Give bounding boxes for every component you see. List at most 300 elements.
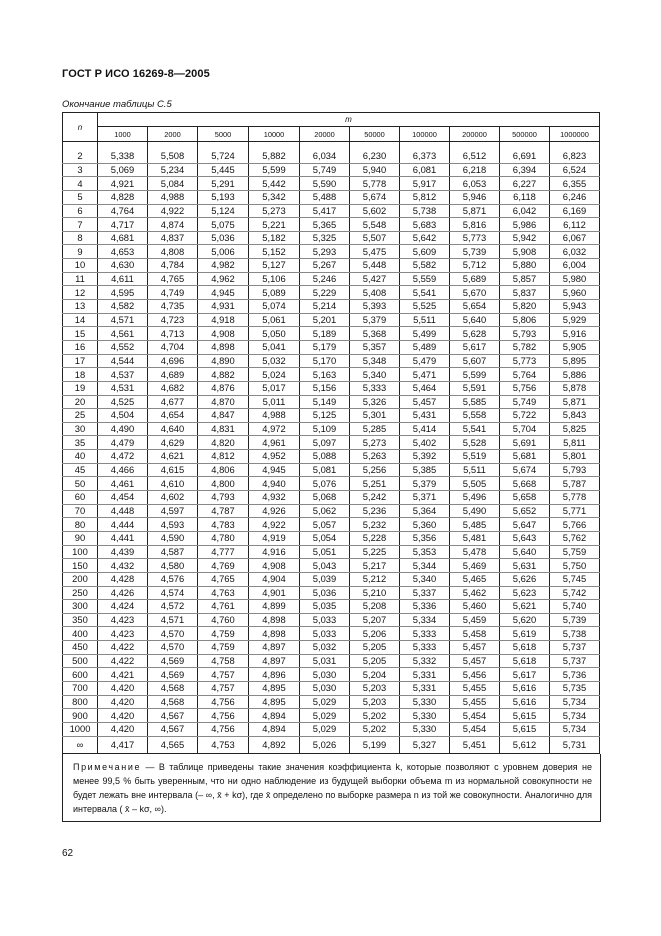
value-cell: 4,717 xyxy=(98,218,148,232)
row-n-cell: 900 xyxy=(63,709,98,723)
table-row xyxy=(63,395,600,409)
value-cell: 5,811 xyxy=(550,436,600,450)
value-cell: 5,036 xyxy=(198,231,249,245)
value-cell: 5,647 xyxy=(500,518,550,532)
value-cell: 5,273 xyxy=(249,204,300,218)
value-cell: 5,457 xyxy=(450,654,500,668)
value-cell: 5,182 xyxy=(249,231,300,245)
value-cell: 4,908 xyxy=(198,327,249,341)
value-cell: 5,960 xyxy=(550,286,600,300)
value-cell: 5,640 xyxy=(450,313,500,327)
value-cell: 5,202 xyxy=(350,709,400,723)
value-cell: 5,585 xyxy=(450,395,500,409)
table-row xyxy=(63,272,600,286)
value-cell: 4,940 xyxy=(249,477,300,491)
value-cell: 5,642 xyxy=(400,231,450,245)
column-header: 200000 xyxy=(450,127,500,142)
value-cell: 5,499 xyxy=(400,327,450,341)
value-cell: 5,878 xyxy=(550,381,600,395)
value-cell: 5,778 xyxy=(350,177,400,191)
value-cell: 5,475 xyxy=(350,245,400,259)
value-cell: 4,602 xyxy=(148,491,198,505)
table-row xyxy=(63,600,600,614)
value-cell: 5,029 xyxy=(300,722,350,736)
value-cell: 6,394 xyxy=(500,163,550,177)
value-cell: 5,929 xyxy=(550,313,600,327)
value-cell: 5,882 xyxy=(249,150,300,163)
value-cell: 5,464 xyxy=(400,381,450,395)
value-cell: 4,952 xyxy=(249,450,300,464)
value-cell: 5,460 xyxy=(450,600,500,614)
value-cell: 4,420 xyxy=(98,722,148,736)
value-cell: 4,653 xyxy=(98,245,148,259)
value-cell: 5,619 xyxy=(500,627,550,641)
table-row xyxy=(63,150,600,163)
value-cell: 4,806 xyxy=(198,463,249,477)
value-cell: 6,081 xyxy=(400,163,450,177)
value-cell: 5,602 xyxy=(350,204,400,218)
value-cell: 5,356 xyxy=(400,531,450,545)
value-cell: 5,591 xyxy=(450,381,500,395)
value-cell: 5,340 xyxy=(400,572,450,586)
value-cell: 5,496 xyxy=(450,491,500,505)
value-cell: 4,422 xyxy=(98,641,148,655)
value-cell: 5,745 xyxy=(550,572,600,586)
value-cell: 5,626 xyxy=(500,572,550,586)
value-cell: 5,734 xyxy=(550,722,600,736)
row-n-cell: 15 xyxy=(63,327,98,341)
value-cell: 5,946 xyxy=(450,190,500,204)
value-cell: 4,571 xyxy=(98,313,148,327)
value-cell: 4,582 xyxy=(98,300,148,314)
column-header: 100000 xyxy=(400,127,450,142)
row-n-cell: 35 xyxy=(63,436,98,450)
value-cell: 5,205 xyxy=(350,641,400,655)
value-cell: 4,800 xyxy=(198,477,249,491)
value-cell: 5,068 xyxy=(300,491,350,505)
value-cell: 5,127 xyxy=(249,259,300,273)
value-cell: 4,898 xyxy=(249,613,300,627)
value-cell: 5,333 xyxy=(400,641,450,655)
value-cell: 4,982 xyxy=(198,259,249,273)
value-cell: 4,918 xyxy=(198,313,249,327)
value-cell: 5,029 xyxy=(300,695,350,709)
value-cell: 5,843 xyxy=(550,409,600,423)
value-cell: 4,441 xyxy=(98,531,148,545)
value-cell: 5,599 xyxy=(249,163,300,177)
value-cell: 4,847 xyxy=(198,409,249,423)
value-cell: 5,806 xyxy=(500,313,550,327)
value-cell: 5,203 xyxy=(350,681,400,695)
value-cell: 5,152 xyxy=(249,245,300,259)
value-cell: 4,931 xyxy=(198,300,249,314)
value-cell: 5,739 xyxy=(450,245,500,259)
value-cell: 4,896 xyxy=(249,668,300,682)
value-cell: 5,031 xyxy=(300,654,350,668)
value-cell: 5,712 xyxy=(450,259,500,273)
value-cell: 5,205 xyxy=(350,654,400,668)
row-n-cell: 4 xyxy=(63,177,98,191)
value-cell: 6,032 xyxy=(550,245,600,259)
value-cell: 5,704 xyxy=(500,422,550,436)
table-row xyxy=(63,313,600,327)
value-cell: 4,723 xyxy=(148,313,198,327)
table-row xyxy=(63,450,600,464)
value-cell: 4,654 xyxy=(148,409,198,423)
table-row xyxy=(63,668,600,682)
value-cell: 5,033 xyxy=(300,613,350,627)
value-cell: 5,029 xyxy=(300,709,350,723)
table-row xyxy=(63,286,600,300)
value-cell: 4,420 xyxy=(98,695,148,709)
value-cell: 5,734 xyxy=(550,695,600,709)
value-cell: 5,368 xyxy=(350,327,400,341)
row-n-cell: 13 xyxy=(63,300,98,314)
value-cell: 5,739 xyxy=(550,613,600,627)
value-cell: 4,466 xyxy=(98,463,148,477)
value-cell: 5,737 xyxy=(550,654,600,668)
value-cell: 5,454 xyxy=(450,722,500,736)
value-cell: 5,908 xyxy=(500,245,550,259)
value-cell: 5,221 xyxy=(249,218,300,232)
value-cell: 5,344 xyxy=(400,559,450,573)
row-n-cell: 12 xyxy=(63,286,98,300)
value-cell: 4,894 xyxy=(249,722,300,736)
value-cell: 4,777 xyxy=(198,545,249,559)
table-row xyxy=(63,340,600,354)
value-cell: 5,471 xyxy=(400,368,450,382)
value-cell: 5,179 xyxy=(300,340,350,354)
value-cell: 4,922 xyxy=(249,518,300,532)
value-cell: 6,053 xyxy=(450,177,500,191)
value-cell: 5,189 xyxy=(300,327,350,341)
value-cell: 5,615 xyxy=(500,722,550,736)
value-cell: 4,757 xyxy=(198,668,249,682)
value-cell: 5,456 xyxy=(450,668,500,682)
value-cell: 4,765 xyxy=(148,272,198,286)
value-cell: 5,267 xyxy=(300,259,350,273)
value-cell: 4,758 xyxy=(198,654,249,668)
value-cell: 5,210 xyxy=(350,586,400,600)
column-header-row xyxy=(63,127,600,142)
value-cell: 5,011 xyxy=(249,395,300,409)
value-cell: 5,478 xyxy=(450,545,500,559)
value-cell: 4,713 xyxy=(148,327,198,341)
value-cell: 5,652 xyxy=(500,504,550,518)
value-cell: 5,674 xyxy=(350,190,400,204)
value-cell: 6,691 xyxy=(500,150,550,163)
value-cell: 5,612 xyxy=(500,736,550,753)
value-cell: 5,125 xyxy=(300,409,350,423)
table-row xyxy=(63,695,600,709)
value-cell: 5,109 xyxy=(300,422,350,436)
value-cell: 5,149 xyxy=(300,395,350,409)
value-cell: 5,801 xyxy=(550,450,600,464)
value-cell: 4,424 xyxy=(98,600,148,614)
table-row xyxy=(63,231,600,245)
row-n-cell: ∞ xyxy=(63,736,98,753)
table-row xyxy=(63,204,600,218)
value-cell: 5,689 xyxy=(450,272,500,286)
value-cell: 5,251 xyxy=(350,477,400,491)
value-cell: 5,427 xyxy=(350,272,400,286)
row-n-cell: 6 xyxy=(63,204,98,218)
value-cell: 5,214 xyxy=(300,300,350,314)
value-cell: 5,670 xyxy=(450,286,500,300)
value-cell: 4,504 xyxy=(98,409,148,423)
note-label: Примечание xyxy=(73,761,142,772)
value-cell: 4,769 xyxy=(198,559,249,573)
value-cell: 4,569 xyxy=(148,654,198,668)
value-cell: 4,615 xyxy=(148,463,198,477)
value-cell: 6,246 xyxy=(550,190,600,204)
value-cell: 6,227 xyxy=(500,177,550,191)
row-n-cell: 70 xyxy=(63,504,98,518)
value-cell: 5,365 xyxy=(300,218,350,232)
value-cell: 4,919 xyxy=(249,531,300,545)
column-header: 2000 xyxy=(148,127,198,142)
table-row xyxy=(63,422,600,436)
value-cell: 6,230 xyxy=(350,150,400,163)
value-cell: 4,681 xyxy=(98,231,148,245)
value-cell: 4,439 xyxy=(98,545,148,559)
value-cell: 5,431 xyxy=(400,409,450,423)
value-cell: 6,373 xyxy=(400,150,450,163)
value-cell: 4,432 xyxy=(98,559,148,573)
n-header: n xyxy=(63,113,98,142)
row-n-cell: 90 xyxy=(63,531,98,545)
row-n-cell: 800 xyxy=(63,695,98,709)
table-row xyxy=(63,504,600,518)
value-cell: 5,212 xyxy=(350,572,400,586)
value-cell: 4,569 xyxy=(148,668,198,682)
column-header: 1000 xyxy=(98,127,148,142)
row-n-cell: 7 xyxy=(63,218,98,232)
value-cell: 5,337 xyxy=(400,586,450,600)
value-cell: 5,541 xyxy=(400,286,450,300)
value-cell: 4,870 xyxy=(198,395,249,409)
value-cell: 6,524 xyxy=(550,163,600,177)
table-row xyxy=(63,572,600,586)
row-n-cell: 5 xyxy=(63,190,98,204)
value-cell: 5,459 xyxy=(450,613,500,627)
value-cell: 5,414 xyxy=(400,422,450,436)
value-cell: 4,593 xyxy=(148,518,198,532)
value-cell: 5,170 xyxy=(300,354,350,368)
value-cell: 4,572 xyxy=(148,600,198,614)
value-cell: 5,402 xyxy=(400,436,450,450)
value-cell: 4,780 xyxy=(198,531,249,545)
table-body xyxy=(63,150,600,753)
value-cell: 5,771 xyxy=(550,504,600,518)
row-n-cell: 8 xyxy=(63,231,98,245)
value-cell: 5,508 xyxy=(148,150,198,163)
value-cell: 4,916 xyxy=(249,545,300,559)
value-cell: 6,034 xyxy=(300,150,350,163)
table-row xyxy=(63,163,600,177)
value-cell: 5,084 xyxy=(148,177,198,191)
value-cell: 4,420 xyxy=(98,681,148,695)
value-cell: 4,422 xyxy=(98,654,148,668)
value-cell: 5,076 xyxy=(300,477,350,491)
value-cell: 5,225 xyxy=(350,545,400,559)
table-row xyxy=(63,463,600,477)
document-header: ГОСТ Р ИСО 16269-8—2005 xyxy=(62,68,210,80)
value-cell: 5,895 xyxy=(550,354,600,368)
value-cell: 5,201 xyxy=(300,313,350,327)
row-n-cell: 1000 xyxy=(63,722,98,736)
value-cell: 5,036 xyxy=(300,586,350,600)
value-cell: 4,897 xyxy=(249,654,300,668)
value-cell: 5,457 xyxy=(450,641,500,655)
row-n-cell: 50 xyxy=(63,477,98,491)
value-cell: 5,773 xyxy=(450,231,500,245)
value-cell: 4,882 xyxy=(198,368,249,382)
value-cell: 4,595 xyxy=(98,286,148,300)
value-cell: 5,097 xyxy=(300,436,350,450)
value-cell: 4,765 xyxy=(198,572,249,586)
column-header: 50000 xyxy=(350,127,400,142)
value-cell: 5,334 xyxy=(400,613,450,627)
table-row xyxy=(63,545,600,559)
row-n-cell: 200 xyxy=(63,572,98,586)
value-cell: 5,609 xyxy=(400,245,450,259)
value-cell: 4,567 xyxy=(148,709,198,723)
value-cell: 5,773 xyxy=(500,354,550,368)
table-row xyxy=(63,722,600,736)
value-cell: 5,089 xyxy=(249,286,300,300)
row-n-cell: 100 xyxy=(63,545,98,559)
value-cell: 5,451 xyxy=(450,736,500,753)
value-cell: 5,479 xyxy=(400,354,450,368)
value-cell: 4,787 xyxy=(198,504,249,518)
value-cell: 5,208 xyxy=(350,600,400,614)
value-cell: 5,917 xyxy=(400,177,450,191)
value-cell: 5,333 xyxy=(350,381,400,395)
value-cell: 4,472 xyxy=(98,450,148,464)
value-cell: 5,640 xyxy=(500,545,550,559)
value-cell: 5,820 xyxy=(500,300,550,314)
table-row xyxy=(63,409,600,423)
value-cell: 4,756 xyxy=(198,709,249,723)
value-cell: 6,004 xyxy=(550,259,600,273)
value-cell: 4,568 xyxy=(148,695,198,709)
value-cell: 4,760 xyxy=(198,613,249,627)
table-row xyxy=(63,641,600,655)
row-n-cell: 250 xyxy=(63,586,98,600)
value-cell: 4,759 xyxy=(198,641,249,655)
value-cell: 5,857 xyxy=(500,272,550,286)
value-cell: 5,075 xyxy=(198,218,249,232)
value-cell: 4,890 xyxy=(198,354,249,368)
value-cell: 5,291 xyxy=(198,177,249,191)
value-cell: 5,607 xyxy=(450,354,500,368)
value-cell: 5,735 xyxy=(550,681,600,695)
value-cell: 5,618 xyxy=(500,641,550,655)
value-cell: 5,332 xyxy=(400,654,450,668)
value-cell: 4,574 xyxy=(148,586,198,600)
note-text: — В таблице приведены такие значения коэффициента k, которые позволяют с уровнем доверия не менее 99,5 % быть уверенным, что ни одно наблюдение из будущей выборки объема m из нормальной совокупности не будет лежать вне интервала (– ∞, x̄ + kσ), где x̄ определено по выборке размера n из той же совокупности. Аналогично для интервала ( x̄ – kσ, ∞). xyxy=(73,761,592,814)
row-n-cell: 450 xyxy=(63,641,98,655)
value-cell: 5,943 xyxy=(550,300,600,314)
value-cell: 5,035 xyxy=(300,600,350,614)
value-cell: 4,696 xyxy=(148,354,198,368)
value-cell: 4,531 xyxy=(98,381,148,395)
value-cell: 4,461 xyxy=(98,477,148,491)
value-cell: 4,793 xyxy=(198,491,249,505)
value-cell: 5,481 xyxy=(450,531,500,545)
table-row xyxy=(63,586,600,600)
value-cell: 4,972 xyxy=(249,422,300,436)
value-cell: 4,899 xyxy=(249,600,300,614)
row-n-cell: 30 xyxy=(63,422,98,436)
value-cell: 5,731 xyxy=(550,736,600,753)
value-cell: 5,738 xyxy=(550,627,600,641)
value-cell: 5,668 xyxy=(500,477,550,491)
value-cell: 5,740 xyxy=(550,600,600,614)
value-cell: 5,256 xyxy=(350,463,400,477)
m-header: m xyxy=(98,113,600,127)
value-cell: 4,568 xyxy=(148,681,198,695)
value-cell: 5,371 xyxy=(400,491,450,505)
value-cell: 5,203 xyxy=(350,695,400,709)
value-cell: 5,033 xyxy=(300,627,350,641)
value-cell: 4,610 xyxy=(148,477,198,491)
value-cell: 4,812 xyxy=(198,450,249,464)
value-cell: 5,069 xyxy=(98,163,148,177)
value-cell: 6,169 xyxy=(550,204,600,218)
value-cell: 5,519 xyxy=(450,450,500,464)
value-cell: 4,576 xyxy=(148,572,198,586)
value-cell: 4,784 xyxy=(148,259,198,273)
value-cell: 5,654 xyxy=(450,300,500,314)
value-cell: 5,528 xyxy=(450,436,500,450)
table-note xyxy=(62,754,601,822)
column-header: 10000 xyxy=(249,127,300,142)
value-cell: 4,590 xyxy=(148,531,198,545)
value-cell: 6,823 xyxy=(550,150,600,163)
row-n-cell: 80 xyxy=(63,518,98,532)
value-cell: 5,458 xyxy=(450,627,500,641)
value-cell: 5,285 xyxy=(350,422,400,436)
table-row xyxy=(63,245,600,259)
value-cell: 5,643 xyxy=(500,531,550,545)
value-cell: 5,331 xyxy=(400,668,450,682)
value-cell: 5,333 xyxy=(400,627,450,641)
table-row xyxy=(63,736,600,753)
row-n-cell: 500 xyxy=(63,654,98,668)
value-cell: 5,631 xyxy=(500,559,550,573)
value-cell: 4,756 xyxy=(198,695,249,709)
value-cell: 5,204 xyxy=(350,668,400,682)
value-cell: 5,756 xyxy=(500,381,550,395)
value-cell: 5,050 xyxy=(249,327,300,341)
value-cell: 4,587 xyxy=(148,545,198,559)
value-cell: 5,199 xyxy=(350,736,400,753)
value-cell: 4,417 xyxy=(98,736,148,753)
value-cell: 4,570 xyxy=(148,627,198,641)
row-n-cell: 19 xyxy=(63,381,98,395)
value-cell: 4,761 xyxy=(198,600,249,614)
row-n-cell: 600 xyxy=(63,668,98,682)
value-cell: 6,218 xyxy=(450,163,500,177)
column-header: 1000000 xyxy=(550,127,600,142)
value-cell: 5,749 xyxy=(300,163,350,177)
value-cell: 4,640 xyxy=(148,422,198,436)
value-cell: 4,988 xyxy=(249,409,300,423)
value-cell: 5,590 xyxy=(300,177,350,191)
value-cell: 4,735 xyxy=(148,300,198,314)
